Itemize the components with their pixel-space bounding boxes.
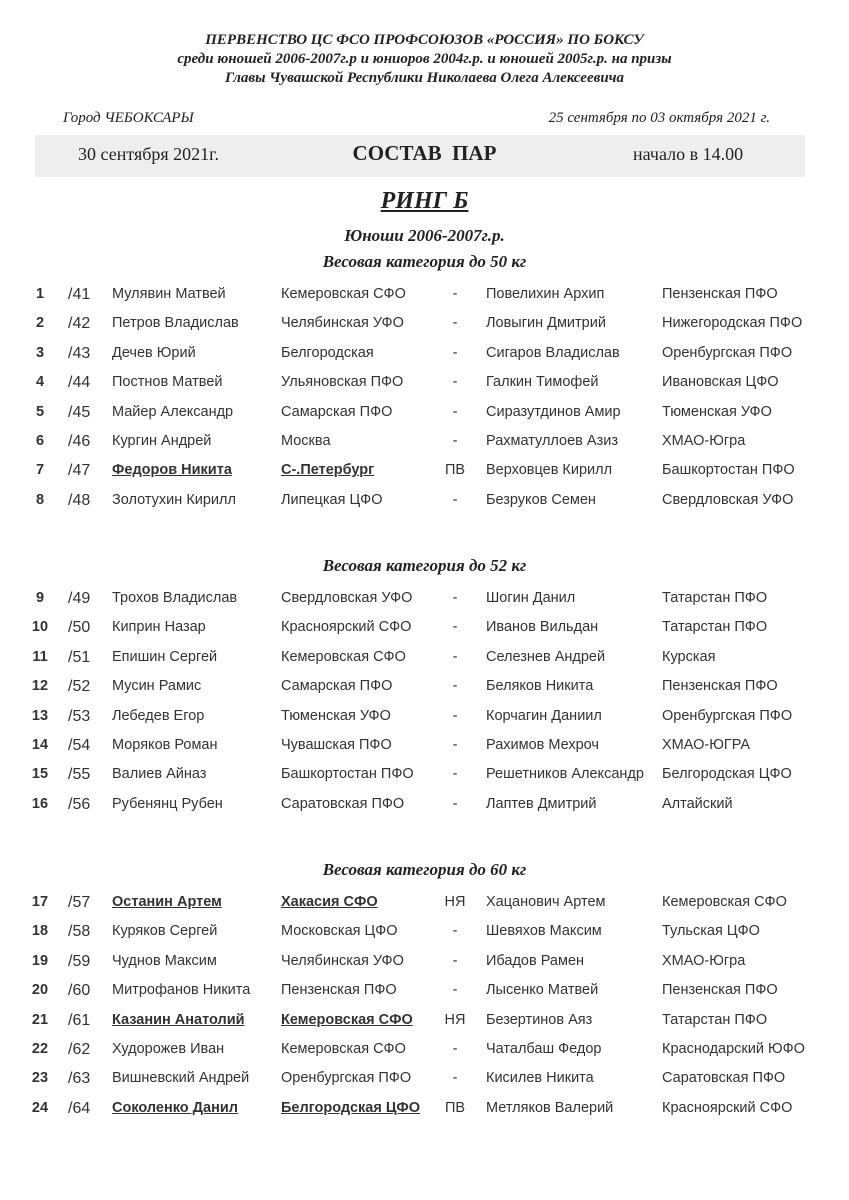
fighter-2-name: Галкин Тимофей (486, 374, 599, 391)
bout-result: - (452, 374, 458, 391)
bout-result: - (452, 678, 458, 695)
table-row (0, 433, 849, 457)
bout-number: 8 (35, 491, 45, 508)
fighter-2-region: Татарстан ПФО (662, 590, 768, 606)
bout-result: - (452, 286, 458, 302)
fighter-2-name: Лысенко Матвей (486, 982, 599, 999)
fighter-1-region: Московская ЦФО (281, 923, 398, 940)
table-row (0, 619, 849, 643)
fighter-1-region: Чувашская ПФО (281, 737, 392, 753)
fighter-1-name: Кургин Андрей (112, 433, 212, 449)
fighter-1-region: Челябинская УФО (281, 315, 404, 332)
table-row (0, 286, 849, 310)
bout-number: 10 (31, 619, 49, 636)
fighter-1-region: Самарская ПФО (281, 678, 393, 695)
bout-result: - (452, 433, 458, 449)
weight-category-title: Весовая категория до 60 кг (322, 860, 527, 879)
fighter-1-region: Оренбургская ПФО (281, 1070, 412, 1087)
fighter-2-region: Пензенская ПФО (662, 678, 778, 695)
bout-number: 11 (32, 648, 48, 665)
bout-number: 16 (31, 795, 49, 812)
table-row (0, 492, 849, 516)
bout-result: - (452, 344, 458, 361)
fighter-1-name: Останин Артем (112, 894, 222, 910)
bout-result: - (452, 491, 458, 508)
fighter-1-region: Ульяновская ПФО (281, 374, 404, 391)
fighter-1-name: Вишневский Андрей (112, 1070, 250, 1087)
bout-result: - (452, 1041, 458, 1057)
fighter-2-region: Пензенская ПФО (662, 982, 778, 999)
bout-result: - (452, 403, 458, 420)
start-time: начало в 14.00 (633, 144, 744, 164)
pair-id: /58 (68, 923, 91, 941)
fighter-1-name: Федоров Никита (112, 462, 232, 479)
pair-id: /41 (68, 286, 91, 303)
fighter-2-region: ХМАО-Югра (662, 433, 746, 449)
fighter-1-region: Хакасия СФО (281, 894, 378, 910)
fighter-2-region: Нижегородская ПФО (662, 315, 803, 332)
fighter-1-region: Самарская ПФО (281, 403, 393, 420)
bout-number: 12 (31, 678, 49, 695)
fighter-1-region: Кемеровская СФО (281, 1041, 406, 1057)
fighter-2-name: Сигаров Владислав (486, 344, 620, 361)
fighter-2-name: Метляков Валерий (486, 1099, 614, 1116)
fighter-2-region: Татарстан ПФО (662, 1011, 768, 1028)
bout-number: 15 (31, 766, 49, 783)
event-title: ПЕРВЕНСТВО ЦС ФСО ПРОФСОЮЗОВ «РОССИЯ» ПО БОКСУ (205, 32, 644, 48)
fighter-1-name: Соколенко Данил (112, 1099, 238, 1116)
fighter-1-name: Рубенянц Рубен (112, 795, 223, 812)
fighter-1-region: Башкортостан ПФО (281, 766, 414, 783)
age-group: Юноши 2006-2007г.р. (344, 226, 505, 245)
pair-id: /52 (68, 678, 91, 696)
fighter-1-name: Моряков Роман (112, 737, 218, 753)
bout-number: 23 (31, 1070, 49, 1087)
fighter-1-name: Майер Александр (112, 403, 234, 420)
table-row (0, 796, 849, 820)
fighter-2-name: Шевяхов Максим (486, 923, 602, 940)
fighter-1-name: Чуднов Максим (112, 952, 217, 969)
fighter-2-region: ХМАО-ЮГРА (662, 737, 751, 753)
city: Город ЧЕБОКСАРЫ (63, 110, 194, 126)
fighter-2-name: Безруков Семен (486, 491, 596, 508)
bout-number: 14 (31, 737, 49, 753)
pair-id: /64 (68, 1099, 91, 1117)
fighter-1-name: Дечев Юрий (112, 344, 196, 361)
fighter-2-name: Решетников Александр (486, 766, 644, 783)
fighter-2-name: Иванов Вильдан (486, 619, 599, 636)
fighter-2-name: Хацанович Артем (486, 894, 606, 910)
fighter-2-region: Тюменская УФО (662, 403, 772, 420)
fighter-2-name: Чаталбаш Федор (486, 1041, 602, 1057)
table-row (0, 590, 849, 614)
fighter-2-region: ХМАО-Югра (662, 952, 746, 969)
fighter-1-region: Белгородская ЦФО (281, 1099, 421, 1116)
bout-result: НЯ (444, 1011, 466, 1028)
fighter-1-region: Кемеровская СФО (281, 1011, 413, 1028)
fighter-2-region: Краснодарский ЮФО (662, 1041, 805, 1057)
bout-number: 3 (35, 344, 45, 361)
fighter-1-region: Красноярский СФО (281, 619, 412, 636)
bout-result: ПВ (444, 462, 466, 479)
fighter-2-region: Белгородская ЦФО (662, 766, 792, 783)
pair-id: /44 (68, 374, 91, 392)
pair-id: /48 (68, 491, 91, 509)
fighter-2-name: Ловыгин Дмитрий (486, 315, 606, 332)
table-row (0, 345, 849, 369)
pair-id: /61 (68, 1011, 91, 1029)
table-row (0, 374, 849, 398)
event-dates: 25 сентября по 03 октября 2021 г. (548, 110, 770, 126)
fighter-1-name: Постнов Матвей (112, 374, 223, 391)
bout-number: 2 (35, 315, 45, 332)
fighter-2-region: Курская (662, 648, 716, 665)
pair-id: /55 (68, 766, 91, 784)
bout-number: 1 (35, 286, 45, 302)
bout-result: - (452, 923, 458, 940)
fighter-1-name: Митрофанов Никита (112, 982, 251, 999)
table-row (0, 1100, 849, 1124)
fighter-2-region: Оренбургская ПФО (662, 344, 793, 361)
bout-number: 18 (31, 923, 49, 940)
fighter-2-name: Рахимов Мехроч (486, 737, 599, 753)
bout-result: - (452, 766, 458, 783)
bout-date: 30 сентября 2021г. (78, 144, 220, 164)
fighter-1-region: Пензенская ПФО (281, 982, 397, 999)
fighter-2-name: Корчагин Даниил (486, 707, 602, 724)
bout-result: - (452, 707, 458, 724)
table-row (0, 1012, 849, 1036)
pair-id: /46 (68, 433, 91, 450)
pair-id: /57 (68, 894, 91, 911)
fighter-1-name: Куряков Сергей (112, 923, 218, 940)
fighter-2-region: Пензенская ПФО (662, 286, 778, 302)
bout-result: НЯ (444, 894, 466, 910)
fighter-1-name: Худорожев Иван (112, 1041, 225, 1057)
fighter-2-region: Тульская ЦФО (662, 923, 760, 940)
bout-result: - (452, 1070, 458, 1087)
fighter-1-region: Тюменская УФО (281, 707, 391, 724)
fighter-2-region: Красноярский СФО (662, 1099, 793, 1116)
fighter-2-name: Сиразутдинов Амир (486, 403, 621, 420)
fighter-2-name: Шогин Данил (486, 590, 576, 606)
weight-category-title: Весовая категория до 52 кг (322, 556, 527, 575)
doc-title: СОСТАВ ПАР (352, 141, 497, 165)
bout-number: 4 (35, 374, 45, 391)
table-row (0, 1070, 849, 1094)
pair-id: /60 (68, 982, 91, 1000)
table-row (0, 678, 849, 702)
fighter-2-name: Ибадов Рамен (486, 952, 585, 969)
table-row (0, 462, 849, 486)
fighter-2-name: Кисилев Никита (486, 1070, 594, 1087)
pair-id: /59 (68, 952, 91, 970)
fighter-2-name: Верховцев Кирилл (486, 462, 613, 479)
bout-result: - (452, 315, 458, 332)
pair-id: /50 (68, 619, 91, 637)
bout-number: 20 (31, 982, 49, 999)
bout-number: 21 (31, 1011, 49, 1028)
bout-result: - (452, 795, 458, 812)
table-row (0, 766, 849, 790)
table-row (0, 649, 849, 673)
fighter-1-name: Мусин Рамис (112, 678, 202, 695)
pair-id: /63 (68, 1070, 91, 1088)
ring-label: РИНГ Б (380, 188, 469, 214)
fighter-1-name: Валиев Айназ (112, 766, 207, 783)
bout-number: 7 (35, 462, 45, 479)
bout-number: 5 (35, 403, 45, 420)
fighter-1-region: Кемеровская СФО (281, 286, 406, 302)
table-row (0, 737, 849, 761)
fighter-2-name: Повелихин Архип (486, 286, 605, 302)
bout-number: 17 (31, 894, 49, 910)
fighter-1-name: Петров Владислав (112, 315, 239, 332)
bout-number: 19 (31, 952, 49, 969)
table-row (0, 315, 849, 339)
table-row (0, 894, 849, 918)
pair-id: /54 (68, 737, 91, 754)
pair-id: /43 (68, 344, 91, 362)
bout-number: 6 (35, 433, 45, 449)
fighter-1-region: С-.Петербург (281, 462, 375, 479)
fighter-2-region: Кемеровская СФО (662, 894, 787, 910)
fighter-1-region: Москва (281, 433, 331, 449)
fighter-1-region: Белгородская (281, 344, 374, 361)
bout-number: 24 (31, 1099, 49, 1116)
bout-result: - (452, 619, 458, 636)
event-prizes: Главы Чувашской Республики Николаева Олега Алексеевича (224, 70, 625, 86)
bout-number: 13 (31, 707, 49, 724)
pair-id: /45 (68, 403, 91, 421)
fighter-2-name: Безертинов Аяз (486, 1011, 593, 1028)
weight-category-title: Весовая категория до 50 кг (322, 252, 527, 271)
pair-id: /53 (68, 707, 91, 725)
bout-number: 22 (31, 1041, 49, 1057)
fighter-1-name: Епишин Сергей (112, 648, 218, 665)
fighter-2-region: Алтайский (662, 795, 733, 812)
table-row (0, 404, 849, 428)
fighter-1-name: Мулявин Матвей (112, 286, 226, 302)
pair-id: /47 (68, 462, 91, 480)
fighter-1-region: Свердловская УФО (281, 590, 413, 606)
fighter-2-region: Саратовская ПФО (662, 1070, 786, 1087)
fighter-1-region: Кемеровская СФО (281, 648, 406, 665)
pair-id: /42 (68, 315, 91, 333)
table-row (0, 923, 849, 947)
fighter-1-region: Саратовская ПФО (281, 795, 405, 812)
pair-id: /56 (68, 795, 91, 813)
fighter-2-region: Татарстан ПФО (662, 619, 768, 636)
table-row (0, 953, 849, 977)
fighter-1-name: Лебедев Егор (112, 707, 205, 724)
fighter-2-name: Лаптев Дмитрий (486, 795, 597, 812)
pair-id: /62 (68, 1041, 91, 1058)
pair-id: /51 (68, 648, 91, 666)
table-row (0, 1041, 849, 1065)
table-row (0, 708, 849, 732)
bout-result: - (452, 737, 458, 753)
fighter-2-name: Беляков Никита (486, 678, 594, 695)
fighter-1-name: Казанин Анатолий (112, 1011, 245, 1028)
fighter-1-name: Киприн Назар (112, 619, 206, 636)
fighter-2-region: Свердловская УФО (662, 491, 794, 508)
bout-result: ПВ (444, 1099, 466, 1116)
fighter-1-region: Челябинская УФО (281, 952, 404, 969)
fighter-2-region: Оренбургская ПФО (662, 707, 793, 724)
bout-result: - (452, 648, 458, 665)
bout-result: - (452, 952, 458, 969)
fighter-1-name: Трохов Владислав (112, 590, 238, 606)
bout-result: - (452, 590, 458, 606)
table-row (0, 982, 849, 1006)
fighter-2-region: Башкортостан ПФО (662, 462, 795, 479)
event-subtitle: среди юношей 2006-2007г.р и юниоров 2004г.р. и юношей 2005г.р. на призы (177, 51, 672, 67)
fighter-1-name: Золотухин Кирилл (112, 491, 236, 508)
fighter-2-name: Рахматуллоев Азиз (486, 433, 618, 449)
bout-result: - (452, 982, 458, 999)
fighter-2-name: Селезнев Андрей (486, 648, 606, 665)
fighter-1-region: Липецкая ЦФО (281, 491, 383, 508)
pair-id: /49 (68, 590, 91, 607)
bout-number: 9 (35, 590, 45, 606)
fighter-2-region: Ивановская ЦФО (662, 374, 779, 391)
